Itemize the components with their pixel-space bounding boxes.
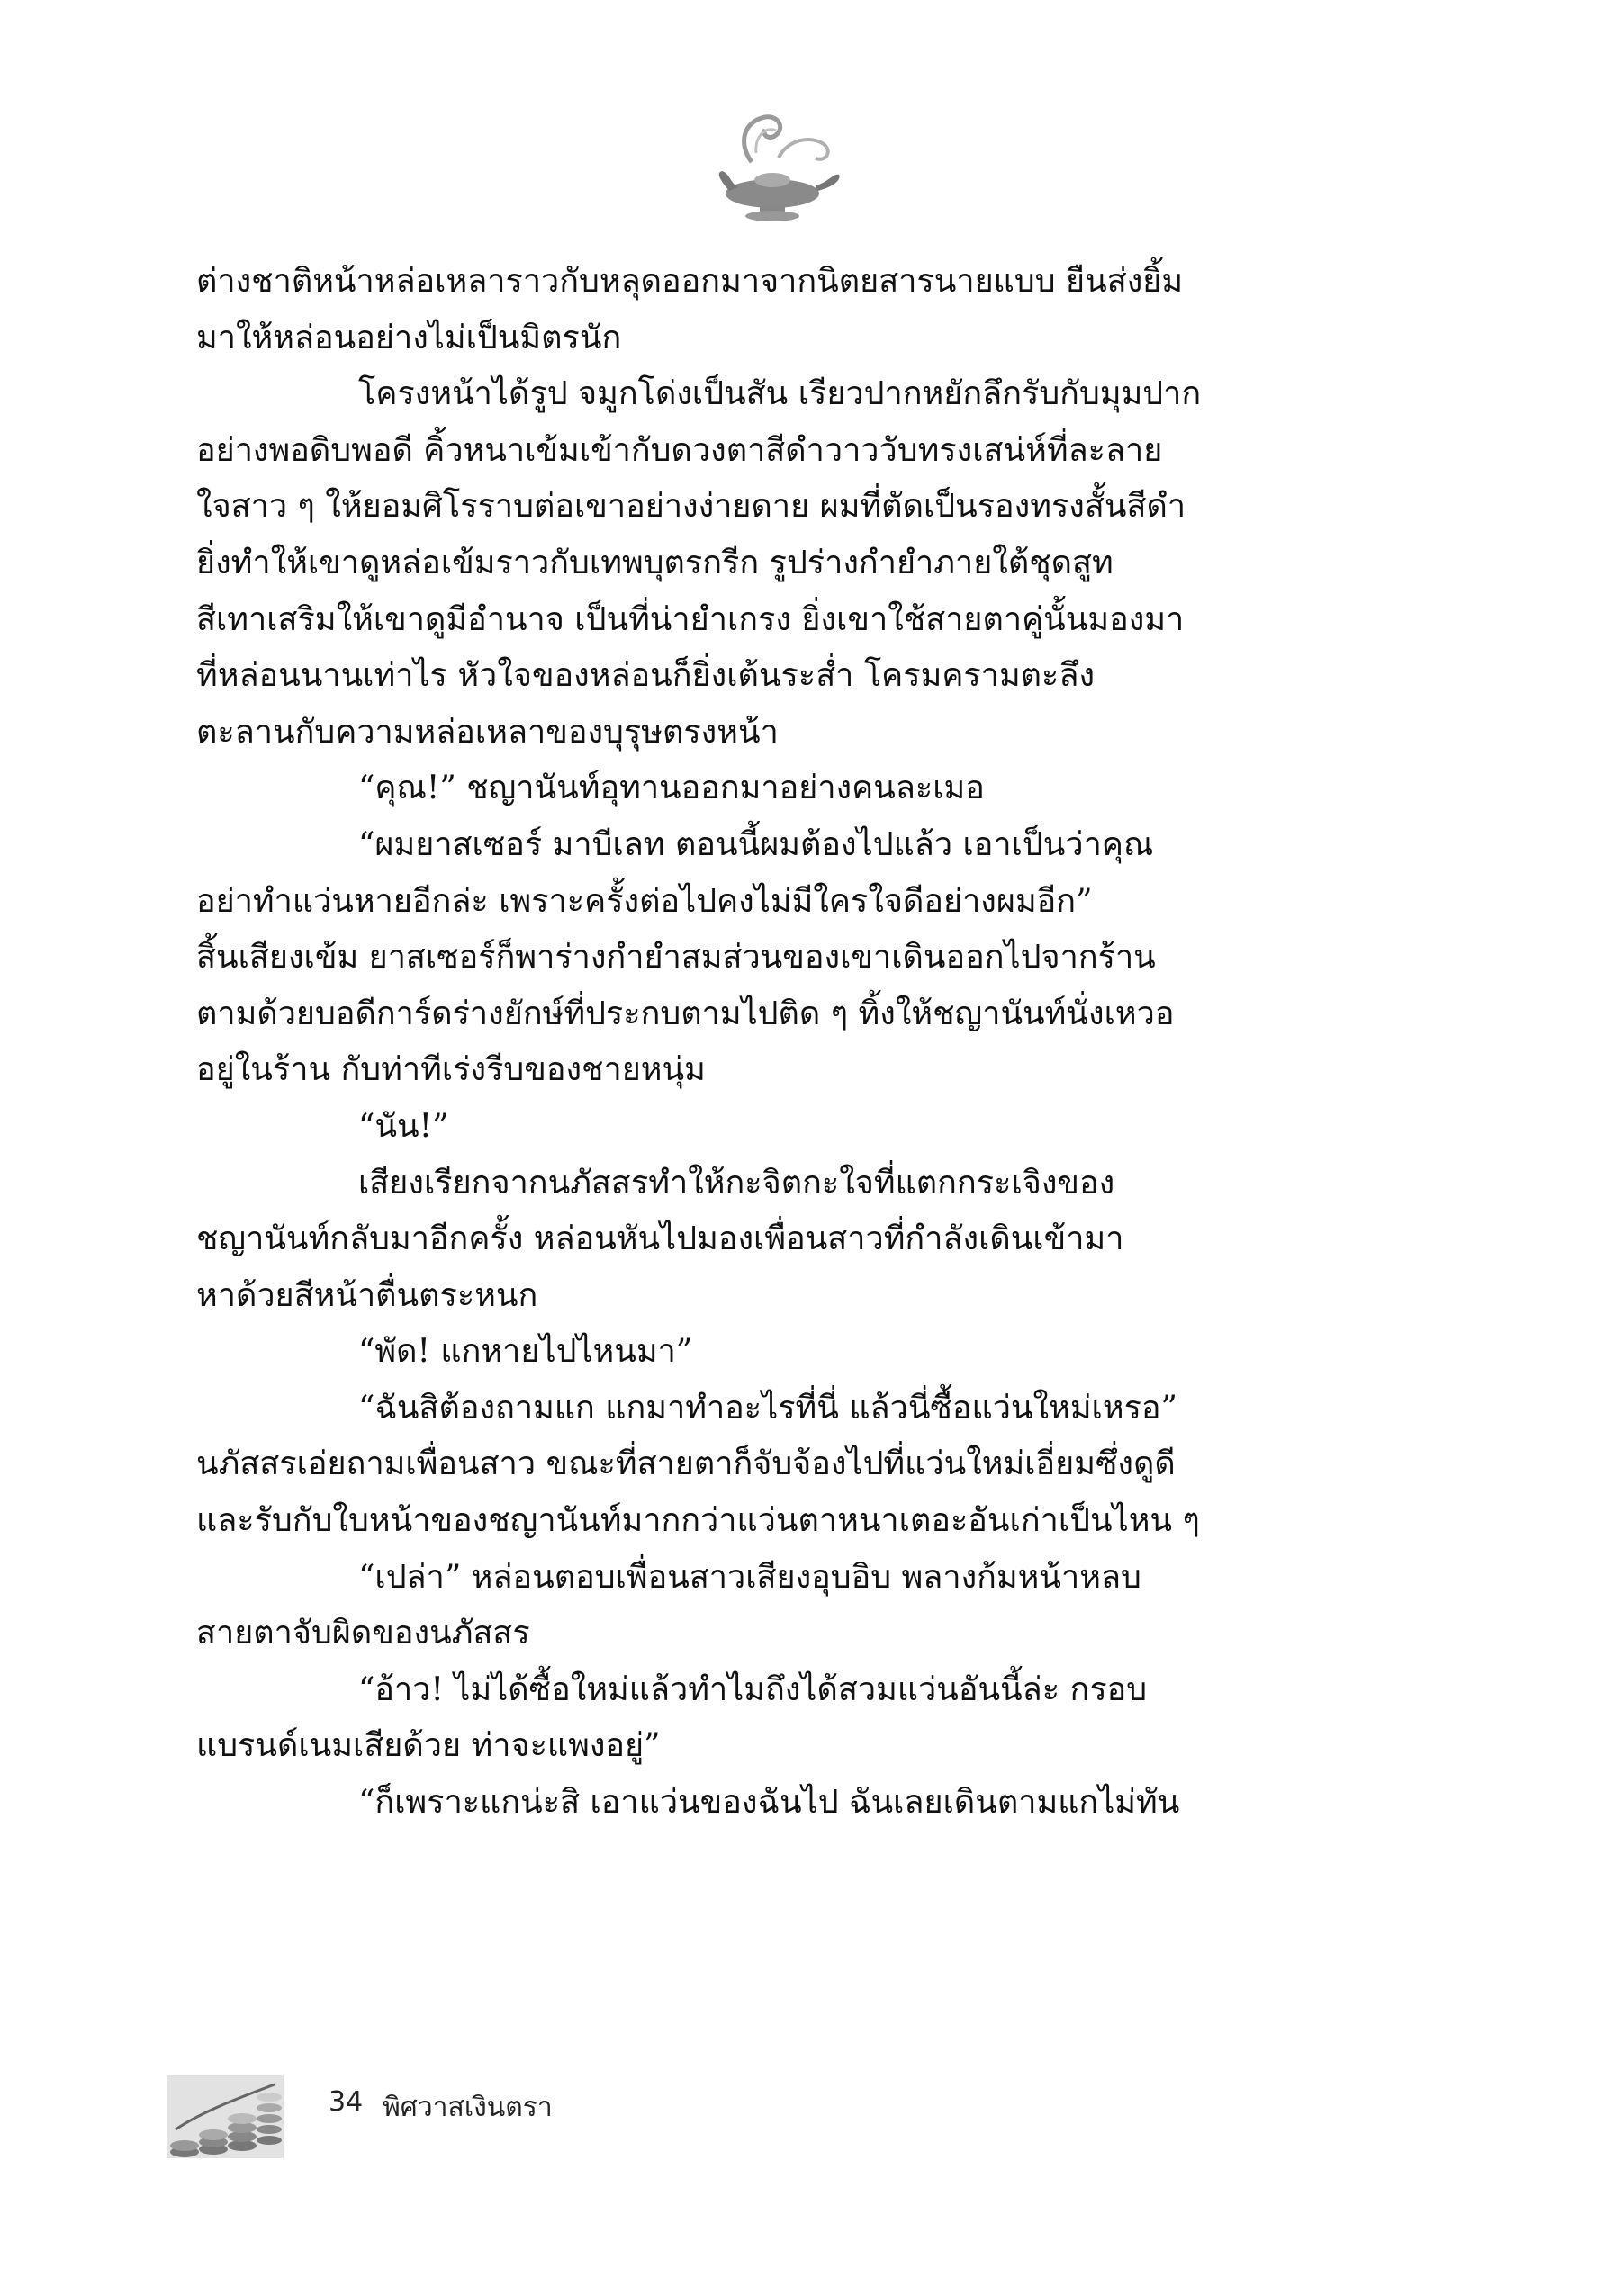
text-line: และรับกับใบหน้าของชญานันท์มากกว่าแว่นตาหนาเตอะอันเก่าเป็นไหน ๆ: [196, 1502, 1200, 1540]
text-line: อย่างพอดิบพอดี คิ้วหนาเข้มเข้ากับดวงตาสีดำวาววับทรงเสน่ห์ที่ละลาย: [196, 431, 1163, 469]
text-line: ยิ่งทำให้เขาดูหล่อเข้มราวกับเทพบุตรกรีก รูปร่างกำยำภายใต้ชุดสูท: [196, 544, 1114, 581]
text-line: สีเทาเสริมให้เขาดูมีอำนาจ เป็นที่น่ายำเกรง ยิ่งเขาใช้สายตาคู่นั้นมองมา: [196, 600, 1185, 638]
text-line: ตะลานกับความหล่อเหลาของบุรุษตรงหน้า: [196, 713, 779, 751]
text-line: “อ้าว! ไม่ได้ซื้อใหม่แล้วทำไมถึงได้สวมแว่นอันนี้ล่ะ กรอบ: [358, 1670, 1148, 1708]
text-line: “พัด! แกหายไปไหนมา”: [358, 1333, 693, 1371]
text-line: ตามด้วยบอดีการ์ดร่างยักษ์ที่ประกบตามไปติด ๆ ทิ้งให้ชญานันท์นั่งเหวอ: [196, 995, 1175, 1032]
text-line: สิ้นเสียงเข้ม ยาสเซอร์ก็พาร่างกำยำสมส่วนของเขาเดินออกไปจากร้าน: [196, 939, 1156, 977]
text-line: อย่าทำแว่นหายอีกล่ะ เพราะครั้งต่อไปคงไม่มีใครใจดีอย่างผมอีก”: [196, 882, 1093, 920]
magic-lamp-icon: [702, 108, 846, 230]
text-line: เสียงเรียกจากนภัสสรทำให้กะจิตกะใจที่แตกกระเจิงของ: [358, 1164, 1115, 1202]
coin-stacks-icon: [158, 2066, 293, 2165]
text-line: มาให้หล่อนอย่างไม่เป็นมิตรนัก: [196, 319, 622, 356]
text-line: หาด้วยสีหน้าตื่นตระหนก: [196, 1276, 538, 1314]
page-footer: [158, 2066, 698, 2165]
book-title: พิศวาสเงินตรา: [383, 2092, 553, 2123]
text-line: ใจสาว ๆ ให้ยอมศิโรราบต่อเขาอย่างง่ายดาย ผมที่ตัดเป็นรองทรงสั้นสีดำ: [196, 488, 1186, 526]
text-line: สายตาจับผิดของนภัสสร: [196, 1615, 530, 1652]
text-line: “นัน!”: [358, 1107, 449, 1145]
text-line: “ก็เพราะแกน่ะสิ เอาแว่นของฉันไป ฉันเลยเดินตามแกไม่ทัน: [358, 1784, 1180, 1822]
text-line: โครงหน้าได้รูป จมูกโด่งเป็นสัน เรียวปากหยักลึกรับกับมุมปาก: [358, 375, 1202, 413]
text-line: นภัสสรเอ่ยถามเพื่อนสาว ขณะที่สายตาก็จับจ้องไปที่แว่นใหม่เอี่ยมซึ่งดูดี: [196, 1445, 1176, 1483]
text-line: “ฉันสิต้องถามแก แกมาทำอะไรที่นี่ แล้วนี่ซื้อแว่นใหม่เหรอ”: [358, 1389, 1177, 1427]
text-line: ชญานันท์กลับมาอีกครั้ง หล่อนหันไปมองเพื่อนสาวที่กำลังเดินเข้ามา: [196, 1220, 1124, 1258]
text-line: “ผมยาสเซอร์ มาบีเลท ตอนนี้ผมต้องไปแล้ว เอาเป็นว่าคุณ: [358, 825, 1154, 863]
text-line: “เปล่า” หล่อนตอบเพื่อนสาวเสียงอุบอิบ พลางก้มหน้าหลบ: [358, 1558, 1141, 1596]
text-line: อยู่ในร้าน กับท่าทีเร่งรีบของชายหนุ่ม: [196, 1051, 706, 1089]
text-line: ต่างชาติหน้าหล่อเหลาราวกับหลุดออกมาจากนิตยสารนายแบบ ยืนส่งยิ้ม: [196, 263, 1184, 300]
page-number: 34: [329, 2086, 364, 2118]
text-line: ที่หล่อนนานเท่าไร หัวใจของหล่อนก็ยิ่งเต้นระส่ำ โครมครามตะลึง: [196, 657, 1096, 695]
text-line: แบรนด์เนมเสียด้วย ท่าจะแพงอยู่”: [196, 1727, 661, 1765]
text-line: “คุณ!” ชญานันท์อุทานออกมาอย่างคนละเมอ: [358, 770, 985, 807]
story-text: [196, 254, 1366, 1832]
